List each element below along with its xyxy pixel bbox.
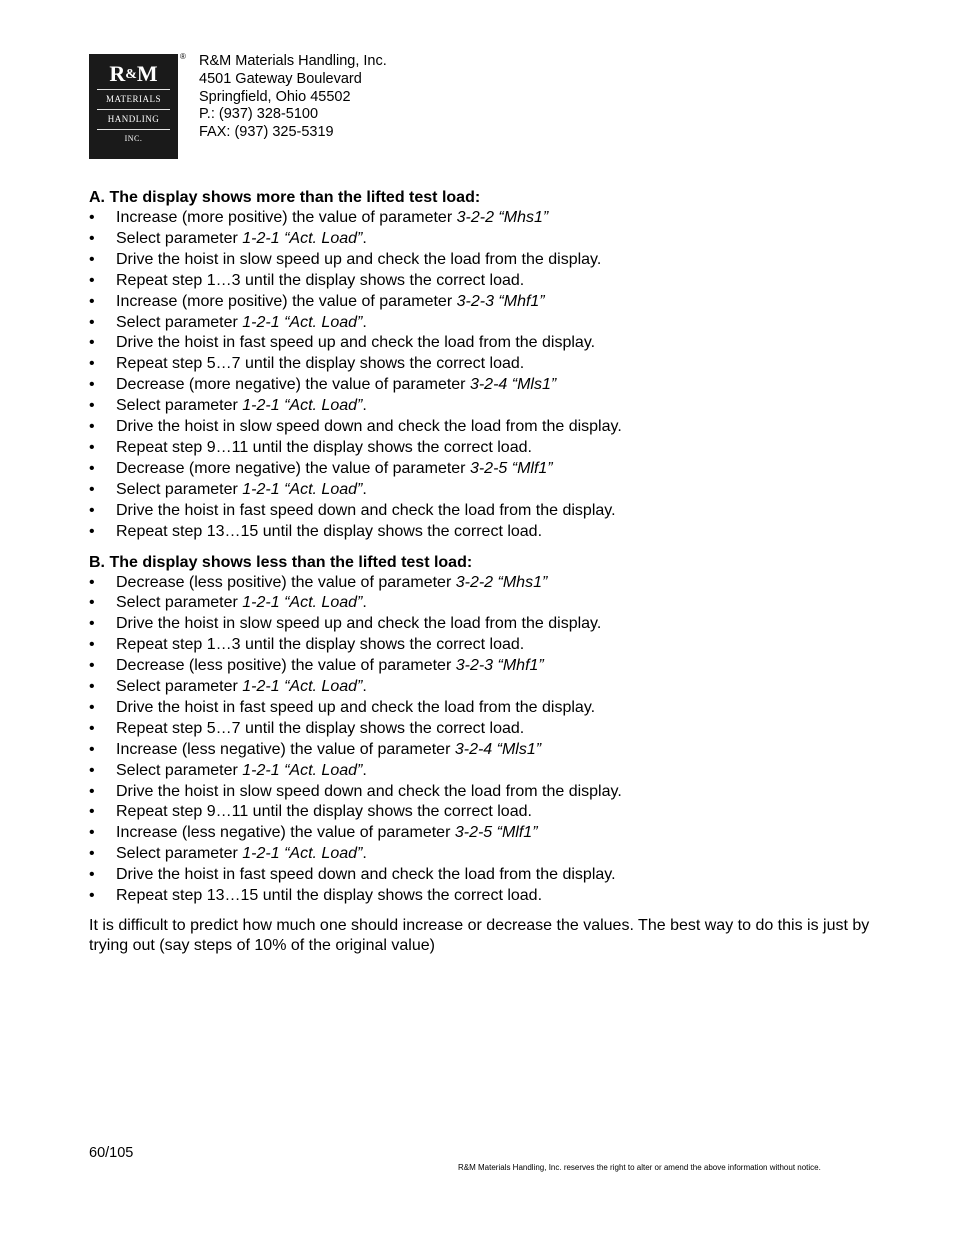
list-item [89,522,889,543]
list-item [89,656,889,677]
bullet-icon: • [89,824,95,842]
item-text: Increase (more positive) the value of parameter [116,209,457,226]
item-text: Drive the hoist in slow speed down and check the load from the display. [116,418,622,436]
logo-divider [97,89,170,90]
list-item [89,354,889,375]
bullet-icon: • [89,313,95,331]
bullet-icon: • [89,866,95,884]
list-item [89,761,889,782]
list-item [89,292,889,313]
list-item [89,480,889,501]
item-text: Drive the hoist in fast speed up and check the load from the display. [116,698,596,716]
item-text: Repeat step 1…3 until the display shows the correct load. [116,636,525,654]
parameter-reference: 1-2-1 “Act. Load” [242,761,363,779]
parameter-reference: 3-2-5 “Mlf1” [469,459,553,477]
list-item [89,271,889,292]
item-text: Select parameter [116,480,243,498]
bullet-icon: • [89,376,95,394]
bullet-icon: • [89,334,95,352]
item-text: Repeat step 13…15 until the display shows the correct load. [116,522,543,540]
item-text: Drive the hoist in fast speed down and check the load from the display. [116,866,616,884]
bullet-icon: • [89,292,95,310]
bullet-icon: • [89,803,95,821]
item-text: Repeat step 9…11 until the display shows the correct load. [116,438,532,456]
bullet-icon: • [89,594,95,612]
bullet-icon: • [89,355,95,373]
item-text: Drive the hoist in slow speed up and check the load from the display. [116,250,602,268]
section-b-heading: B. The display shows less than the lifted test load: [89,553,473,571]
item-text: Repeat step 5…7 until the display shows the correct load. [116,719,525,737]
list-item [89,614,889,635]
address-fax: FAX: (937) 325-5319 [199,124,334,141]
bullet-icon: • [89,740,95,758]
item-text: Select parameter [116,594,243,612]
item-text: Increase (less negative) the value of parameter [116,824,455,842]
item-text: Increase (less negative) the value of parameter [116,740,455,758]
list-item [89,635,889,656]
bullet-icon: • [89,657,95,675]
list-item [89,250,889,271]
bullet-icon: • [89,678,95,696]
item-text: Select parameter [116,761,243,779]
bullet-icon: • [89,459,95,477]
item-punctuation: . [362,229,367,247]
list-item [89,396,889,417]
bullet-icon: • [89,209,95,226]
section-b-list [89,573,889,908]
parameter-reference: 1-2-1 “Act. Load” [242,229,363,247]
item-text: Drive the hoist in slow speed down and check the load from the display. [116,782,622,800]
list-item [89,459,889,480]
section-a-list [89,208,889,543]
bullet-icon: • [89,782,95,800]
list-item [89,375,889,396]
bullet-icon: • [89,761,95,779]
list-item [89,740,889,761]
item-text: Drive the hoist in fast speed down and check the load from the display. [116,501,616,519]
bullet-icon: • [89,271,95,289]
list-item [89,719,889,740]
list-item [89,438,889,459]
parameter-reference: 1-2-1 “Act. Load” [242,480,363,498]
item-punctuation: . [362,313,367,331]
bullet-icon: • [89,480,95,498]
logo-word-inc: INC. [124,134,143,143]
bullet-icon: • [89,845,95,863]
parameter-reference: 3-2-2 “Mhs1” [456,209,549,226]
item-text: Decrease (more negative) the value of parameter [116,376,470,394]
item-punctuation: . [362,761,367,779]
parameter-reference: 1-2-1 “Act. Load” [242,678,363,696]
parameter-reference: 3-2-5 “Mlf1” [454,824,538,842]
item-punctuation: . [362,845,367,863]
logo-word-handling: HANDLING [107,114,160,124]
bullet-icon: • [89,501,95,519]
item-text: Repeat step 5…7 until the display shows the correct load. [116,355,525,373]
item-text: Select parameter [116,229,243,247]
item-text: Decrease (more negative) the value of parameter [116,459,470,477]
address-line: 4501 Gateway Boulevard [199,70,362,87]
footer-disclaimer: R&M Materials Handling, Inc. reserves the right to alter or amend the above information without notice. [458,1163,821,1172]
item-text: Repeat step 9…11 until the display shows the correct load. [116,803,532,821]
item-text: Select parameter [116,678,243,696]
item-text: Select parameter [116,397,243,415]
list-item [89,333,889,354]
bullet-icon: • [89,615,95,633]
list-item [89,313,889,334]
bullet-icon: • [89,397,95,415]
item-text: Decrease (less positive) the value of parameter [116,573,456,591]
parameter-reference: 1-2-1 “Act. Load” [242,845,363,863]
bullet-icon: • [89,250,95,268]
bullet-icon: • [89,698,95,716]
list-item [89,677,889,698]
item-punctuation: . [362,397,367,415]
parameter-reference: 1-2-1 “Act. Load” [242,397,363,415]
bullet-icon: • [89,438,95,456]
company-logo [89,54,178,159]
list-item [89,865,889,886]
item-punctuation: . [362,480,367,498]
bullet-icon: • [89,522,95,540]
item-text: Drive the hoist in fast speed up and check the load from the display. [116,334,596,352]
registered-mark: ® [180,52,186,61]
parameter-reference: 1-2-1 “Act. Load” [242,594,363,612]
list-item [89,593,889,614]
parameter-reference: 3-2-2 “Mhs1” [455,573,548,591]
parameter-reference: 3-2-3 “Mhf1” [456,292,545,310]
address-line: Springfield, Ohio 45502 [199,88,351,105]
parameter-reference: 3-2-4 “Mls1” [469,376,557,394]
list-item [89,229,889,250]
address-phone: P.: (937) 328-5100 [199,106,319,123]
logo-monogram: R&M [109,61,158,86]
company-address [199,53,387,142]
page-number: 60/105 [89,1145,134,1161]
item-text: Decrease (less positive) the value of parameter [116,657,456,675]
list-item [89,573,889,594]
logo-divider [97,109,170,110]
list-item [89,823,889,844]
item-punctuation: . [362,594,367,612]
document-body [89,187,889,955]
bullet-icon: • [89,573,95,591]
bullet-icon: • [89,418,95,436]
list-item [89,886,889,907]
logo-divider [97,129,170,130]
section-a-heading: A. The display shows more than the lifted test load: [89,189,481,206]
parameter-reference: 1-2-1 “Act. Load” [242,313,363,331]
closing-paragraph: It is difficult to predict how much one should increase or decrease the values. The best way to do this is just by trying out (say steps of 10% of the original value) [89,917,870,954]
item-punctuation: . [362,678,367,696]
item-text: Select parameter [116,845,243,863]
parameter-reference: 3-2-4 “Mls1” [454,740,542,758]
list-item [89,698,889,719]
bullet-icon: • [89,719,95,737]
item-text: Drive the hoist in slow speed up and check the load from the display. [116,615,602,633]
address-line: R&M Materials Handling, Inc. [199,53,387,69]
item-text: Increase (more positive) the value of parameter [116,292,457,310]
list-item [89,417,889,438]
item-text: Select parameter [116,313,243,331]
logo-word-materials: MATERIALS [105,94,161,104]
bullet-icon: • [89,636,95,654]
list-item [89,802,889,823]
parameter-reference: 3-2-3 “Mhf1” [455,657,544,675]
bullet-icon: • [89,229,95,247]
bullet-icon: • [89,887,95,905]
item-text: Repeat step 1…3 until the display shows the correct load. [116,271,525,289]
list-item [89,844,889,865]
list-item [89,208,889,229]
item-text: Repeat step 13…15 until the display shows the correct load. [116,887,543,905]
list-item [89,501,889,522]
list-item [89,782,889,803]
